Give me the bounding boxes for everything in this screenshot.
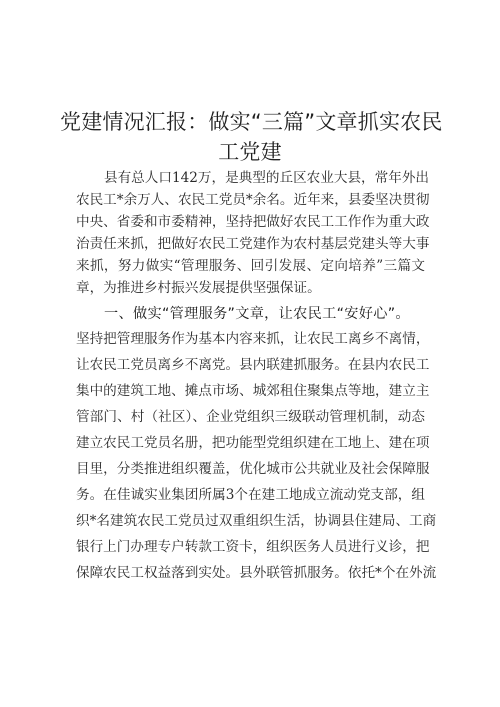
intro-line-4: 治责任来抓，把做好农民工党建作为农村基层党建头等大事 — [76, 236, 430, 252]
body-line-6: 目里，分类推进组织覆盖，优化城市公共就业及社会保障服 — [76, 461, 430, 477]
body-line-5: 建立农民工党员名册，把功能型党组织建在工地上、建在项 — [76, 435, 430, 451]
intro-line-1: 县有总人口142万，是典型的丘区农业大县，常年外出 — [104, 170, 430, 186]
body-line-8: 织*名建筑农民工党员过双重组织生活，协调县住建局、工商 — [76, 513, 437, 529]
body-line-4: 管部门、村（社区）、企业党组织三级联动管理机制，动态 — [76, 409, 425, 425]
document-title-line-2: 工党建 — [218, 140, 282, 164]
body-line-10: 保障农民工权益落到实处。县外联管抓服务。依托*个在外流 — [76, 565, 437, 581]
body-line-2: 让农民工党员离乡不离党。县内联建抓服务。在县内农民工 — [76, 357, 430, 373]
intro-line-5: 来抓，努力做实“管理服务、回引发展、定向培养”三篇文 — [76, 258, 425, 274]
document-title-line-1: 党建情况汇报：做实“三篇”文章抓实农民 — [60, 110, 443, 134]
intro-line-6: 章，为推进乡村振兴发展提供坚强保证。 — [76, 280, 321, 296]
body-line-3: 集中的建筑工地、摊点市场、城郊租住聚集点等地，建立主 — [76, 383, 430, 399]
intro-line-3: 中央、省委和市委精神，坚持把做好农民工工作作为重大政 — [76, 214, 430, 230]
body-line-1: 坚持把管理服务作为基本内容来抓，让农民工离乡不离情， — [76, 331, 430, 347]
section-heading: 一、做实“管理服务”文章，让农民工“安好心”。 — [104, 306, 410, 322]
intro-line-2: 农民工*余万人、农民工党员*余名。近年来，县委坚决贯彻 — [76, 192, 430, 208]
body-line-7: 务。在佳诚实业集团所属3个在建工地成立流动党支部，组 — [76, 487, 425, 503]
body-line-9: 银行上门办理专户转款工资卡，组织医务人员进行义诊，把 — [76, 539, 430, 555]
